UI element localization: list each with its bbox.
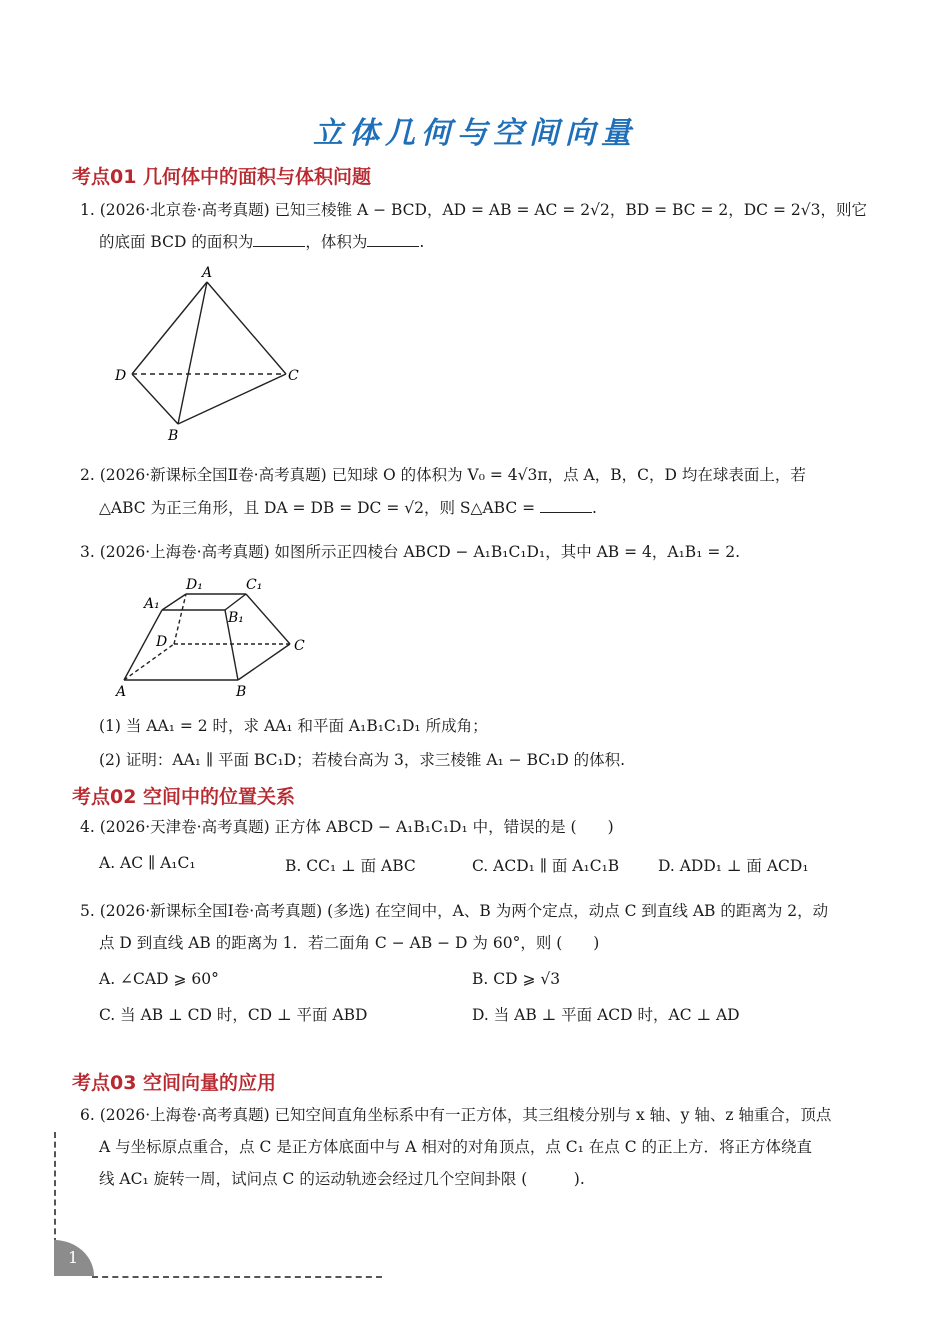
q2-text-a: △ABC 为正三角形，且 DA = DB = DC = √2，则 S△ABC =	[99, 499, 536, 517]
q1-blank-volume[interactable]	[367, 232, 419, 247]
q2-blank[interactable]	[540, 498, 592, 513]
q1-text-b: ，体积为	[305, 233, 368, 251]
q2-text-b: .	[592, 499, 597, 517]
label-C: C	[288, 368, 299, 384]
q5-line2: 点 D 到直线 AB 的距离为 1．若二面角 C − AB − D 为 60°，则 ( )	[99, 934, 600, 952]
label-C: C	[294, 638, 305, 654]
q4-option-a[interactable]: A. AC ∥ A₁C₁	[99, 854, 196, 872]
q2-line1: 2. (2026·新课标全国Ⅱ卷·高考真题) 已知球 O 的体积为 V₀ = 4√3π，点 A，B，C，D 均在球表面上，若	[80, 466, 806, 484]
q1-text-c: .	[419, 233, 425, 251]
q3-part2: (2) 证明：AA₁ ∥ 平面 BC₁D；若棱台高为 3，求三棱锥 A₁ − BC₁D 的体积.	[99, 751, 626, 769]
q1-text-a: 的底面 BCD 的面积为	[99, 233, 254, 251]
tetrahedron-figure	[110, 262, 310, 447]
label-D1: D₁	[186, 577, 203, 593]
page-title: 立体几何与空间向量	[313, 116, 637, 151]
label-A: A	[116, 684, 127, 700]
q5-option-c[interactable]: C. 当 AB ⊥ CD 时，CD ⊥ 平面 ABD	[99, 1006, 368, 1024]
section-heading-1: 考点01 几何体中的面积与体积问题	[72, 166, 372, 188]
footer-dashed-border	[92, 1276, 382, 1278]
label-B1: B₁	[228, 610, 244, 626]
label-B: B	[236, 684, 247, 700]
q4-option-c[interactable]: C. ACD₁ ∥ 面 A₁C₁B	[472, 857, 620, 875]
q3-part1: (1) 当 AA₁ = 2 时，求 AA₁ 和平面 A₁B₁C₁D₁ 所成角；	[99, 717, 488, 735]
page-number: 1	[68, 1248, 79, 1267]
label-A: A	[202, 265, 213, 281]
q5-option-a[interactable]: A. ∠CAD ⩾ 60°	[99, 970, 219, 988]
side-dashed-border	[54, 1132, 56, 1244]
frustum-figure	[110, 572, 320, 702]
q3-line1: 3. (2026·上海卷·高考真题) 如图所示正四棱台 ABCD − A₁B₁C₁D₁，其中 AB = 4，A₁B₁ = 2.	[80, 543, 741, 561]
page-number-tab	[54, 1240, 94, 1276]
q5-option-d[interactable]: D. 当 AB ⊥ 平面 ACD 时，AC ⊥ AD	[472, 1006, 740, 1024]
label-D: D	[156, 634, 168, 650]
q5-option-b[interactable]: B. CD ⩾ √3	[472, 970, 561, 988]
label-D: D	[115, 368, 127, 384]
q5-line1: 5. (2026·新课标全国Ⅰ卷·高考真题) (多选) 在空间中，A、B 为两个定点，动点 C 到直线 AB 的距离为 2，动	[80, 902, 829, 920]
q1-line1: 1. (2026·北京卷·高考真题) 已知三棱锥 A − BCD，AD = AB = AC = 2√2，BD = BC = 2，DC = 2√3，则它	[80, 201, 867, 219]
label-B: B	[168, 428, 179, 444]
q2-line2	[99, 498, 597, 518]
q6-line2: A 与坐标原点重合，点 C 是正方体底面中与 A 相对的对角顶点，点 C₁ 在点 C 的正上方．将正方体绕直	[99, 1138, 813, 1156]
label-C1: C₁	[246, 577, 263, 593]
section-heading-2: 考点02 空间中的位置关系	[72, 786, 296, 808]
q4-option-b[interactable]: B. CC₁ ⊥ 面 ABC	[285, 857, 416, 875]
label-A1: A₁	[144, 596, 160, 612]
q1-blank-area[interactable]	[253, 232, 305, 247]
q4-line1: 4. (2026·天津卷·高考真题) 正方体 ABCD − A₁B₁C₁D₁ 中，错误的是 ( )	[80, 818, 614, 836]
section-heading-3: 考点03 空间向量的应用	[72, 1072, 277, 1094]
q6-line3: 线 AC₁ 旋转一周，试问点 C 的运动轨迹会经过几个空间卦限 ( ).	[99, 1170, 585, 1188]
q4-option-d[interactable]: D. ADD₁ ⊥ 面 ACD₁	[658, 857, 809, 875]
q1-line2	[99, 232, 424, 252]
q6-line1: 6. (2026·上海卷·高考真题) 已知空间直角坐标系中有一正方体，其三组棱分别与 x 轴、y 轴、z 轴重合，顶点	[80, 1106, 832, 1124]
